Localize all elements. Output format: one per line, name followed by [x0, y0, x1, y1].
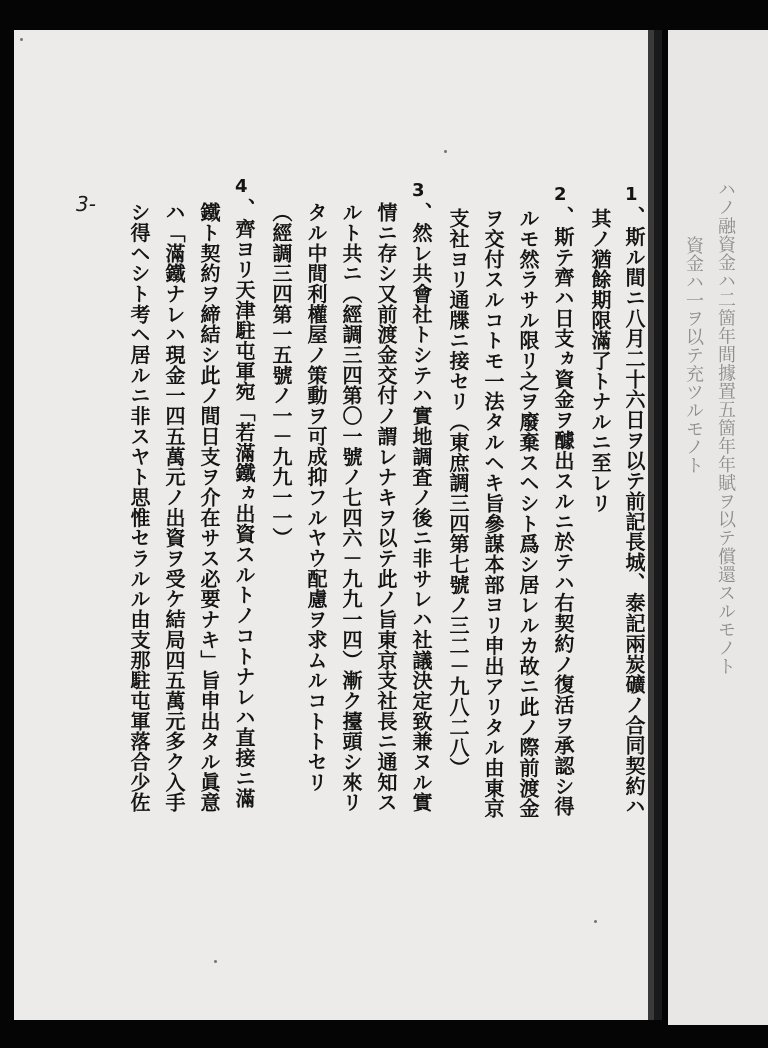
item-1-line-1: 、斯ル間ニ八月二十六日ヲ以テ前記長城、泰記兩炭礦ノ合同契約ハ — [622, 206, 646, 817]
item-4-number: 4 — [235, 176, 248, 197]
item-3-line-1: 、然レ共會社トシテハ實地調査ノ後ニ非サレハ社議決定致兼ヌル實 — [409, 202, 433, 813]
page-mark: 3- — [76, 192, 96, 216]
item-2-number: 2 — [554, 184, 567, 205]
facing-page-line-2: 資金ハ一ヲ以テ充ツルモノト — [683, 236, 704, 475]
item-3-line-2: 情ニ存シ又前渡金交付ノ謂レナキヲ以テ此ノ旨東京支社長ニ通知ス — [374, 202, 398, 813]
item-3-line-3: ルト共ニ（經調三四第〇一號ノ七四六－九九一四）漸ク擡頭シ來リ — [339, 202, 363, 813]
document-page — [14, 30, 654, 1020]
item-2-line-4: 支社ヨリ通牒ニ接セリ（東庶調三四第七號ノ三二－九八二八） — [446, 208, 470, 778]
item-1-number: 1 — [625, 184, 638, 205]
item-4-line-2: 鐵ト契約ヲ締結シ此ノ間日支ヲ介在サス必要ナキ」旨申出タル眞意 — [197, 202, 221, 813]
item-2-line-1: 、斯テ齊ハ日支ヵ資金ヲ醵出スルニ於テハ右契約ノ復活ヲ承認シ得 — [551, 206, 575, 817]
item-4-line-3: ハ「滿鐵ナレハ現金一四五萬元ノ出資ヲ受ケ結局四五萬元多ク入手 — [162, 202, 186, 813]
item-4-line-4: シ得ヘシト考ヘ居ルニ非スヤト思惟セラルル由支那駐屯軍落合少佐 — [127, 202, 151, 813]
item-2-line-3: ヲ交付スルコトモ一法タルヘキ旨參謀本部ヨリ申出アリタル由東京 — [481, 208, 505, 819]
facing-page-line-1: ハノ融資金ハ二箇年間據置五箇年年賦ヲ以テ償還スルモノト — [715, 180, 736, 676]
facing-page-edge — [668, 30, 768, 1025]
item-3-line-4: タル中間利權屋ノ策動ヲ可成抑フルヤウ配慮ヲ求ムルコトトセリ — [304, 202, 328, 793]
item-2-line-2: ルモ然ラサル限リ之ヲ廢棄スヘシト爲シ居レルカ故ニ此ノ際前渡金 — [516, 208, 540, 819]
item-4-line-1: 、齊ヨリ天津駐屯軍宛「若滿鐵ヵ出資スルトノコトナレハ直接ニ滿 — [232, 198, 256, 809]
item-3-number: 3 — [412, 180, 425, 201]
item-1-line-2: 其ノ猶餘期限滿了トナルニ至レリ — [588, 208, 612, 514]
item-3-line-5: （經調三四第一五號ノ一－九九一一） — [269, 202, 293, 548]
